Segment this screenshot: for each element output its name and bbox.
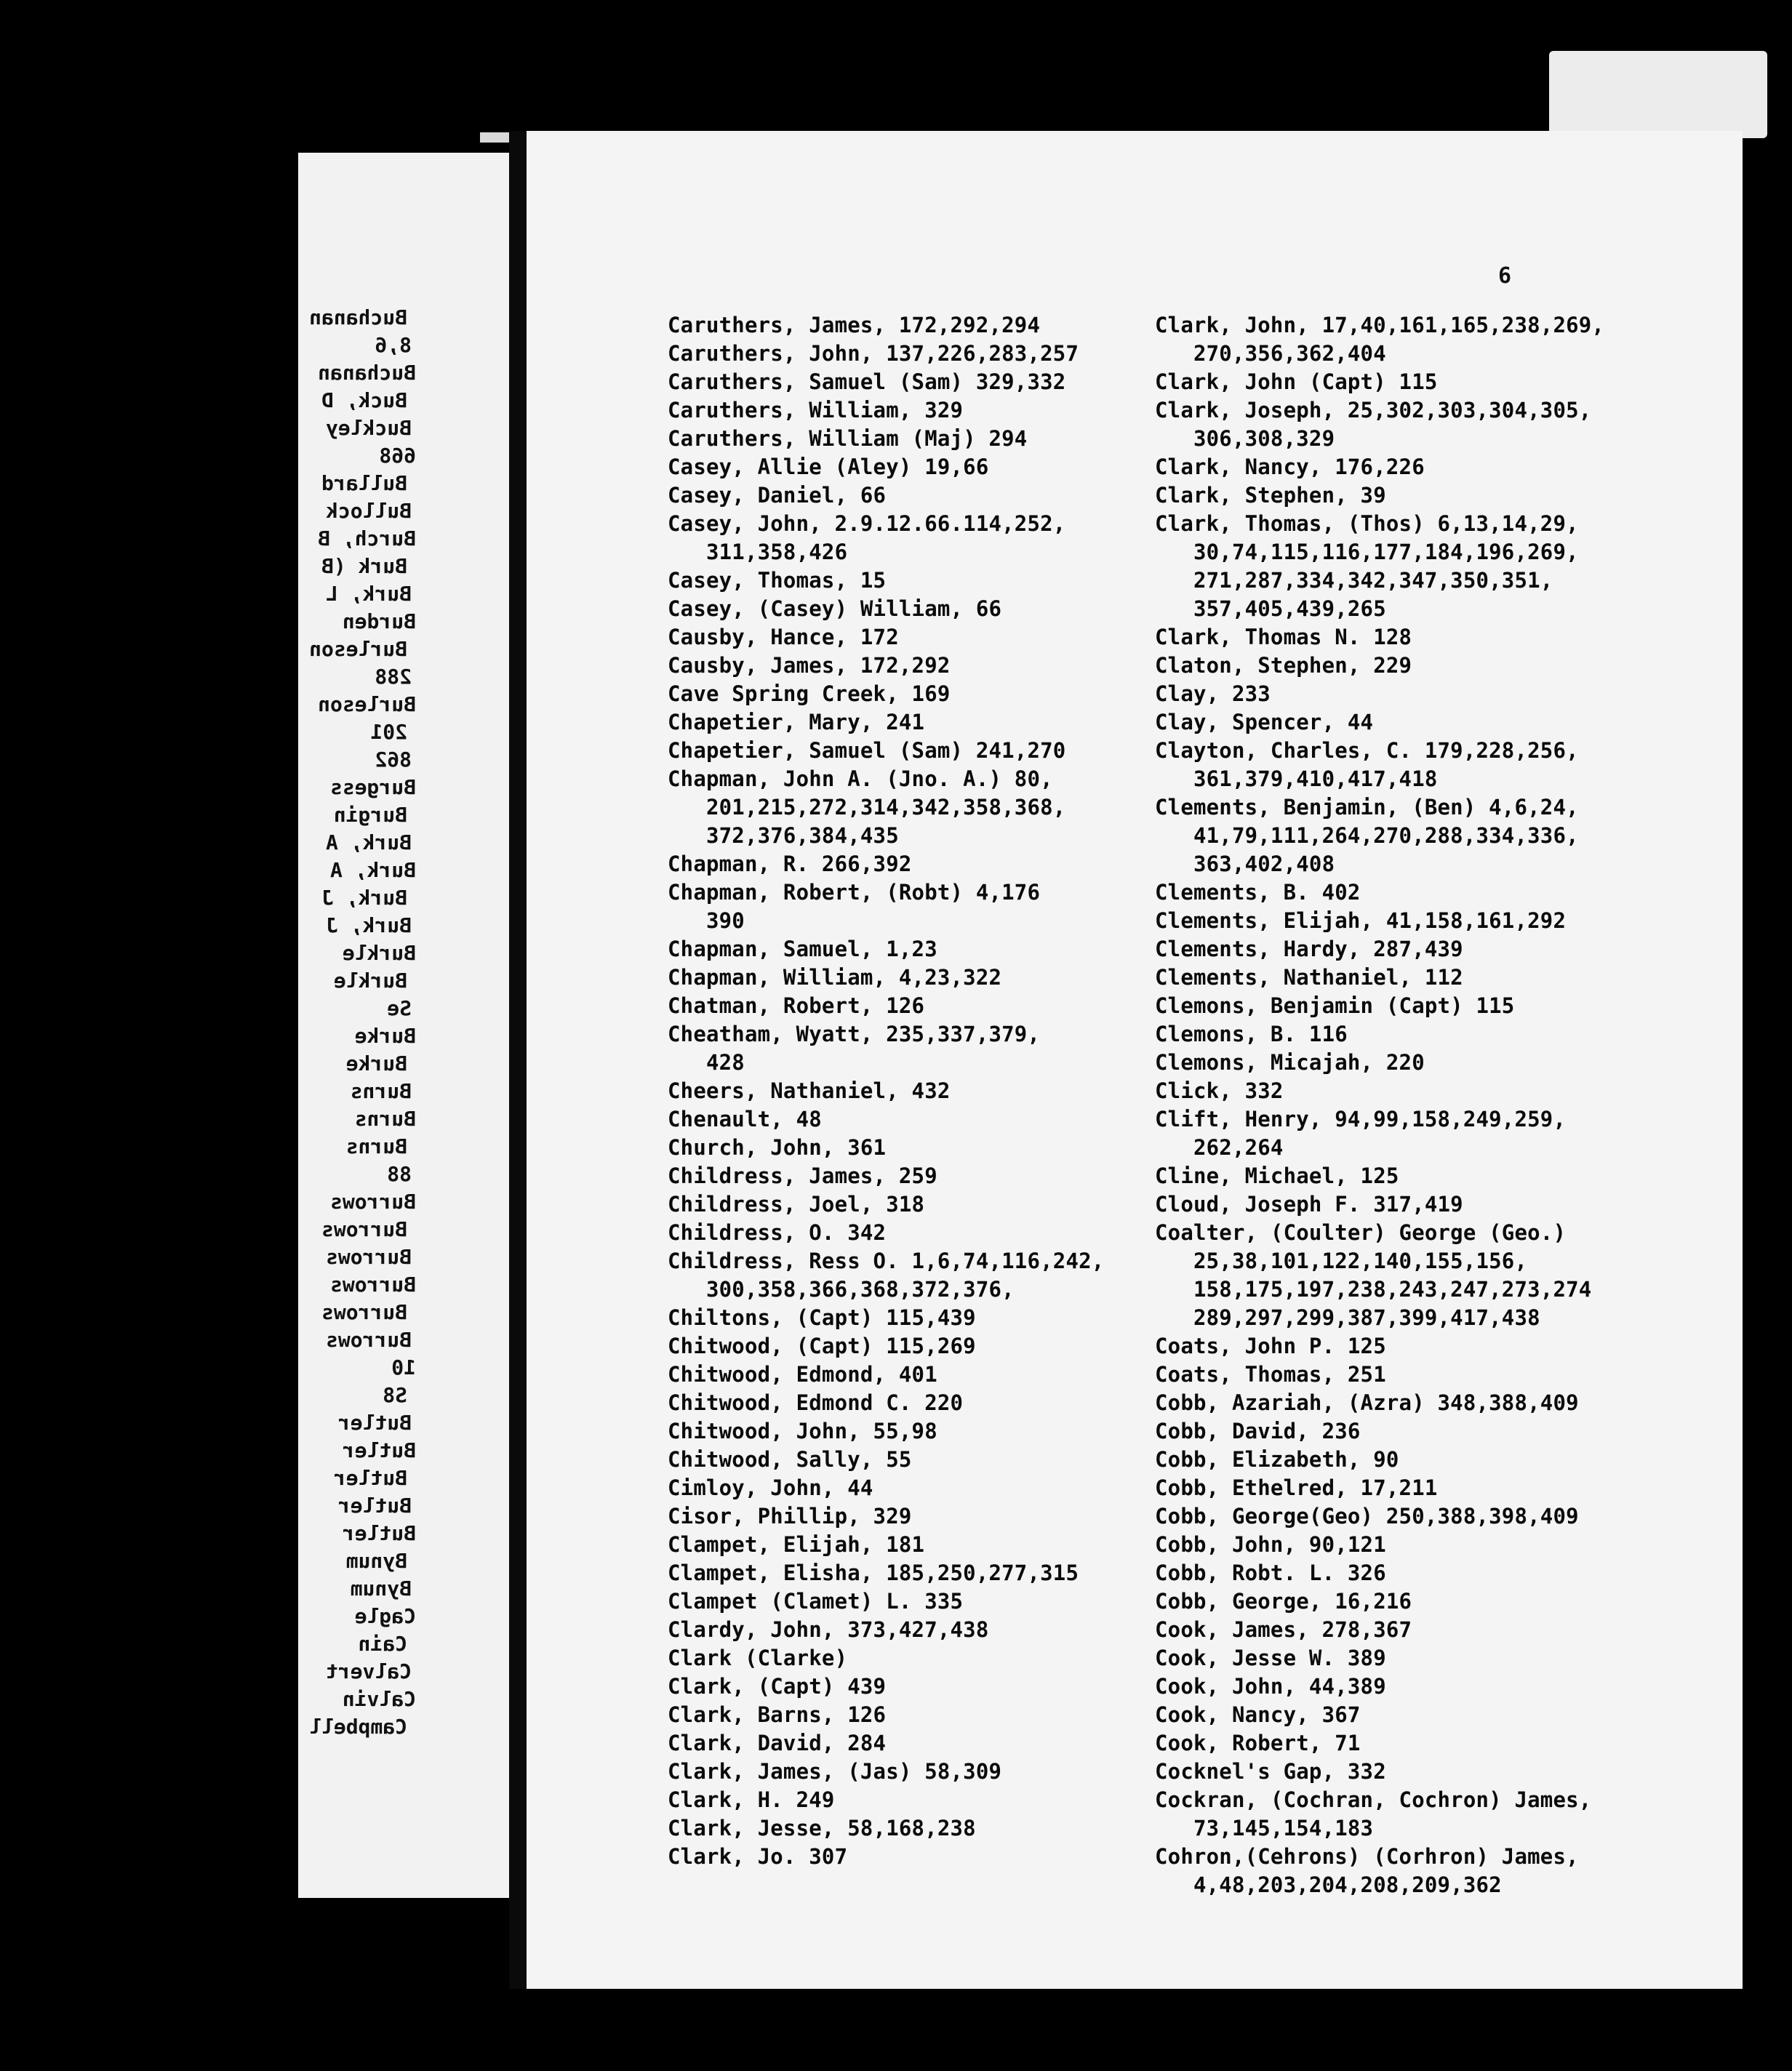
index-entry: Childress, Ress O. 1,6,74,116,242, [668,1249,1105,1273]
bleed-through-fragment: Butler [337,1494,412,1518]
index-entry: Casey, Allie (Aley) 19,66 [668,454,989,479]
index-entry: Coalter, (Coulter) George (Geo.) [1155,1220,1567,1245]
index-entry: Clark, Jo. 307 [668,1844,848,1869]
bleed-through-fragment: Burden [342,609,416,633]
bleed-through-fragment: Buchanan [318,361,416,385]
bleed-through-fragment: Burrows [329,1273,416,1297]
bleed-through-fragment: Calvin [342,1687,416,1711]
index-entry: 25,38,101,122,140,155,156, [1155,1249,1528,1273]
bleed-through-fragment: Campbell [309,1715,407,1739]
index-entry: Chitwood, Edmond, 401 [668,1362,937,1387]
index-entry: Clark, Stephen, 39 [1155,483,1386,508]
index-entry: Clark, Thomas N. 128 [1155,625,1412,649]
bleed-through-fragment: 862 [375,748,412,772]
index-entry: Chitwood, Edmond C. 220 [668,1390,964,1415]
index-entry: Causby, James, 172,292 [668,653,951,678]
index-entry: Coats, Thomas, 251 [1155,1362,1386,1387]
index-entry: 41,79,111,264,270,288,334,336, [1155,823,1579,848]
index-entry: Clark, David, 284 [668,1731,887,1755]
index-entry: 300,358,366,368,372,376, [668,1277,1015,1302]
bleed-through-fragment: Bynum [350,1577,412,1601]
bleed-through-fragment: Bullard [321,471,407,495]
bleed-through-fragment: Burk, L [325,582,412,606]
bleed-through-fragment: Burgess [329,775,416,799]
index-entry: Clements, Elijah, 41,158,161,292 [1155,908,1567,933]
index-entry: Clift, Henry, 94,99,158,249,259, [1155,1107,1567,1131]
index-entry: Clark, John, 17,40,161,165,238,269, [1155,313,1605,337]
bleed-through-page [298,153,509,1898]
index-entry: Clements, Nathaniel, 112 [1155,965,1463,990]
index-entry: Cohron,(Cehrons) (Corhron) James, [1155,1844,1579,1869]
index-entry: Cook, Jesse W. 389 [1155,1646,1386,1670]
index-entry: Chapman, William, 4,23,322 [668,965,1002,990]
bleed-through-fragment: Burkle [342,941,416,965]
index-entry: Clark, (Capt) 439 [668,1674,887,1699]
index-entry: Childress, James, 259 [668,1163,937,1188]
index-entry: Chapetier, Mary, 241 [668,710,925,734]
bleed-through-fragment: Butler [342,1438,416,1462]
bleed-through-fragment: 668 [379,444,416,468]
index-entry: 158,175,197,238,243,247,273,274 [1155,1277,1592,1302]
index-entry: Caruthers, Samuel (Sam) 329,332 [668,369,1066,394]
index-entry: 363,402,408 [1155,852,1335,876]
bleed-through-fragment: Burk, J [321,886,407,910]
index-entry: Cocknel's Gap, 332 [1155,1759,1386,1784]
index-entry: Cline, Michael, 125 [1155,1163,1399,1188]
bleed-through-fragment: 201 [370,720,407,744]
bleed-through-fragment: 288 [375,665,412,689]
index-entry: Casey, John, 2.9.12.66.114,252, [668,511,1066,536]
bleed-through-fragment: Burns [350,1079,412,1103]
bleed-through-fragment: Buchanan [309,305,407,329]
index-entry: Clark, Thomas, (Thos) 6,13,14,29, [1155,511,1579,536]
bleed-through-fragment: Burkle [333,969,407,993]
bleed-through-fragment: Burns [354,1107,416,1131]
index-entry: Chatman, Robert, 126 [668,993,925,1018]
bleed-through-fragment: S8 [383,1383,407,1407]
index-entry: Caruthers, James, 172,292,294 [668,313,1041,337]
bleed-through-fragment: Burk, A [329,858,416,882]
index-entry: Clark, John (Capt) 115 [1155,369,1438,394]
index-entry: Casey, (Casey) William, 66 [668,596,1002,621]
bleed-through-fragment: Burleson [318,692,416,716]
bleed-through-fragment: 8,6 [375,333,412,357]
bleed-through-fragment: Calvert [325,1659,412,1683]
index-entry: 30,74,115,116,177,184,196,269, [1155,540,1579,564]
index-entry: Chapetier, Samuel (Sam) 241,270 [668,738,1066,763]
index-entry: Chitwood, (Capt) 115,269 [668,1334,976,1358]
index-entry: 311,358,426 [668,540,848,564]
index-entry: Clements, B. 402 [1155,880,1361,905]
index-entry: Clements, Hardy, 287,439 [1155,937,1463,961]
index-entry: Claton, Stephen, 229 [1155,653,1412,678]
bleed-through-fragment: Burke [354,1024,416,1048]
index-entry: Chapman, Robert, (Robt) 4,176 [668,880,1041,905]
index-entry: Cobb, Elizabeth, 90 [1155,1447,1399,1472]
index-entry: Casey, Thomas, 15 [668,568,887,593]
index-entry: Caruthers, William, 329 [668,398,964,422]
index-entry: 271,287,334,342,347,350,351, [1155,568,1553,593]
bleed-through-fragment: Se [387,996,412,1020]
index-entry: Cook, James, 278,367 [1155,1617,1412,1642]
bleed-through-fragment: Burrows [329,1190,416,1214]
bleed-through-fragment: Bynum [345,1549,407,1573]
index-entry: Cheers, Nathaniel, 432 [668,1078,951,1103]
index-entry: Coats, John P. 125 [1155,1334,1386,1358]
bleed-through-fragment: Burrows [321,1217,407,1241]
bleed-through-fragment: Burleson [309,637,407,661]
index-entry: Cook, John, 44,389 [1155,1674,1386,1699]
bleed-through-fragment: Burch, B [318,526,416,550]
page-number: 6 [1498,263,1512,289]
index-entry: Cloud, Joseph F. 317,419 [1155,1192,1463,1217]
index-entry: Clements, Benjamin, (Ben) 4,6,24, [1155,795,1579,820]
index-entry: 201,215,272,314,342,358,368, [668,795,1066,820]
index-entry: Cobb, Ethelred, 17,211 [1155,1475,1438,1500]
index-entry: 4,48,203,204,208,209,362 [1155,1872,1502,1897]
index-entry: Clay, Spencer, 44 [1155,710,1374,734]
index-entry: Clark, H. 249 [668,1787,835,1812]
index-entry: Cockran, (Cochran, Cochron) James, [1155,1787,1592,1812]
index-entry: Chapman, John A. (Jno. A.) 80, [668,766,1053,791]
bleed-through-fragment: Burrows [325,1245,412,1269]
bleed-through-fragment: Bullock [325,499,412,523]
bleed-through-fragment: Butler [337,1411,412,1435]
index-entry: Clampet, Elijah, 181 [668,1532,925,1557]
index-column-left [668,311,1104,1871]
index-entry: Clardy, John, 373,427,438 [668,1617,989,1642]
index-entry: Clampet (Clamet) L. 335 [668,1589,964,1614]
index-entry: Cave Spring Creek, 169 [668,681,951,706]
index-entry: Clay, 233 [1155,681,1271,706]
bleed-through-fragment: Butler [342,1521,416,1545]
index-entry: Clark (Clarke) [668,1646,848,1670]
index-entry: Click, 332 [1155,1078,1284,1103]
index-entry: 357,405,439,265 [1155,596,1386,621]
index-entry: Clemons, Micajah, 220 [1155,1050,1425,1075]
bleed-through-fragment: Buck, D [321,388,407,412]
index-entry: 361,379,410,417,418 [1155,766,1438,791]
index-entry: Childress, Joel, 318 [668,1192,925,1217]
bleed-through-fragment: Burrows [325,1328,412,1352]
index-entry: Cook, Nancy, 367 [1155,1702,1361,1727]
bleed-through-fragment: Burke [345,1051,407,1075]
bleed-through-fragment: Burgin [333,803,407,827]
index-entry: Chiltons, (Capt) 115,439 [668,1305,976,1330]
index-entry: Cisor, Phillip, 329 [668,1504,912,1529]
index-entry: Cobb, George, 16,216 [1155,1589,1412,1614]
bleed-through-fragment: Burk, J [325,913,412,937]
index-entry: 428 [668,1050,745,1075]
index-entry: Cobb, David, 236 [1155,1419,1361,1443]
index-entry: Caruthers, William (Maj) 294 [668,426,1028,451]
index-entry: Clemons, Benjamin (Capt) 115 [1155,993,1515,1018]
bleed-through-fragment: Cain [358,1632,407,1656]
index-entry: Caruthers, John, 137,226,283,257 [668,341,1079,366]
index-entry: Clayton, Charles, C. 179,228,256, [1155,738,1579,763]
index-entry: Clampet, Elisha, 185,250,277,315 [668,1561,1079,1585]
bleed-through-fragment: 88 [387,1162,412,1186]
bleed-through-fragment: Burk (B [321,554,407,578]
index-entry: Cobb, George(Geo) 250,388,398,409 [1155,1504,1579,1529]
bleed-through-fragment: 10 [391,1355,416,1379]
bleed-through-fragment: Burk, A [325,830,412,854]
index-entry: Cimloy, John, 44 [668,1475,873,1500]
bleed-through-fragment: Butler [333,1466,407,1490]
index-entry: Clark, Barns, 126 [668,1702,887,1727]
bleed-through-fragment: Burrows [321,1300,407,1324]
index-entry: 270,356,362,404 [1155,341,1386,366]
index-entry: Cobb, John, 90,121 [1155,1532,1386,1557]
index-entry: Chapman, R. 266,392 [668,852,912,876]
index-entry: Chitwood, Sally, 55 [668,1447,912,1472]
bleed-through-fragment: Buckley [325,416,412,440]
index-entry: Clark, Joseph, 25,302,303,304,305, [1155,398,1592,422]
index-entry: Childress, O. 342 [668,1220,887,1245]
index-entry: 372,376,384,435 [668,823,899,848]
index-entry: Clark, Jesse, 58,168,238 [668,1816,976,1840]
index-entry: Clark, James, (Jas) 58,309 [668,1759,1002,1784]
index-entry: Church, John, 361 [668,1135,887,1160]
index-entry: Casey, Daniel, 66 [668,483,887,508]
index-entry: Chitwood, John, 55,98 [668,1419,937,1443]
index-entry: 306,308,329 [1155,426,1335,451]
film-corner-artifact [1549,51,1767,138]
bleed-through-fragment: Cagle [354,1604,416,1628]
index-entry: Chapman, Samuel, 1,23 [668,937,937,961]
index-entry: Chenault, 48 [668,1107,822,1131]
index-entry: Cheatham, Wyatt, 235,337,379, [668,1022,1041,1046]
index-entry: 73,145,154,183 [1155,1816,1374,1840]
index-entry: Clark, Nancy, 176,226 [1155,454,1425,479]
index-entry: Cobb, Robt. L. 326 [1155,1561,1386,1585]
index-entry: 390 [668,908,745,933]
index-entry: Causby, Hance, 172 [668,625,899,649]
index-entry: 262,264 [1155,1135,1284,1160]
index-column-right [1155,311,1604,1899]
index-entry: Clemons, B. 116 [1155,1022,1348,1046]
index-entry: Cook, Robert, 71 [1155,1731,1361,1755]
bleed-through-fragment: Burns [345,1134,407,1158]
index-entry: Cobb, Azariah, (Azra) 348,388,409 [1155,1390,1579,1415]
index-entry: 289,297,299,387,399,417,438 [1155,1305,1540,1330]
